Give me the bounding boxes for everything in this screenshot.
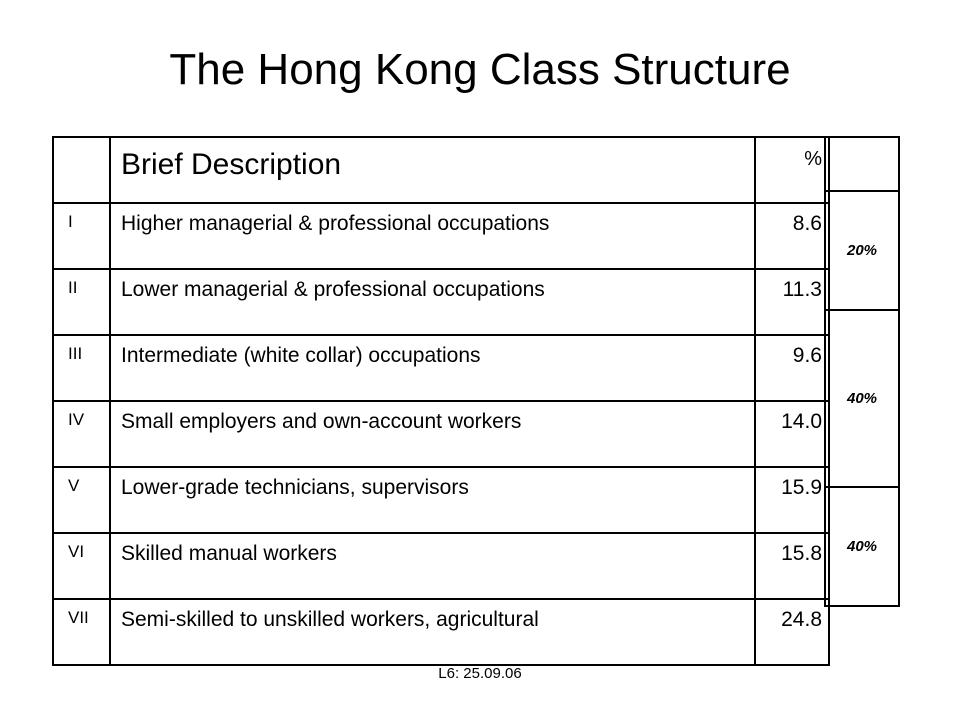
grouping-table <box>824 136 900 607</box>
class-description: Semi-skilled to unskilled workers, agricultural <box>110 599 755 665</box>
class-description: Lower managerial & professional occupations <box>110 269 755 335</box>
class-percent: 24.8 <box>755 599 829 665</box>
slide-footer: L6: 25.09.06 <box>438 665 522 682</box>
header-description-cell: Brief Description <box>110 137 755 203</box>
class-number: VII <box>53 599 110 665</box>
class-number: III <box>53 335 110 401</box>
class-number: II <box>53 269 110 335</box>
class-number: VI <box>53 533 110 599</box>
header-num-cell <box>53 137 110 203</box>
class-description: Small employers and own-account workers <box>110 401 755 467</box>
slide-title: The Hong Kong Class Structure <box>169 45 791 94</box>
table-header-row <box>53 137 829 203</box>
table-row <box>53 401 829 467</box>
class-description: Higher managerial & professional occupations <box>110 203 755 269</box>
class-description: Skilled manual workers <box>110 533 755 599</box>
table-row <box>53 203 829 269</box>
class-percent: 8.6 <box>755 203 829 269</box>
table-row <box>53 269 829 335</box>
class-percent: 11.3 <box>755 269 829 335</box>
class-number: IV <box>53 401 110 467</box>
class-structure-table <box>52 136 830 666</box>
group-cell: 20% <box>825 191 899 310</box>
class-number: I <box>53 203 110 269</box>
group-cell: 40% <box>825 487 899 606</box>
group-cell: 40% <box>825 310 899 487</box>
class-percent: 15.9 <box>755 467 829 533</box>
table-row <box>53 467 829 533</box>
table-row <box>53 335 829 401</box>
table-row <box>53 533 829 599</box>
class-percent: 9.6 <box>755 335 829 401</box>
class-number: V <box>53 467 110 533</box>
class-percent: 15.8 <box>755 533 829 599</box>
group-header-cell <box>825 137 899 191</box>
class-description: Intermediate (white collar) occupations <box>110 335 755 401</box>
header-percent-cell: % <box>755 137 829 203</box>
class-description: Lower-grade technicians, supervisors <box>110 467 755 533</box>
class-percent: 14.0 <box>755 401 829 467</box>
table-row <box>53 599 829 665</box>
